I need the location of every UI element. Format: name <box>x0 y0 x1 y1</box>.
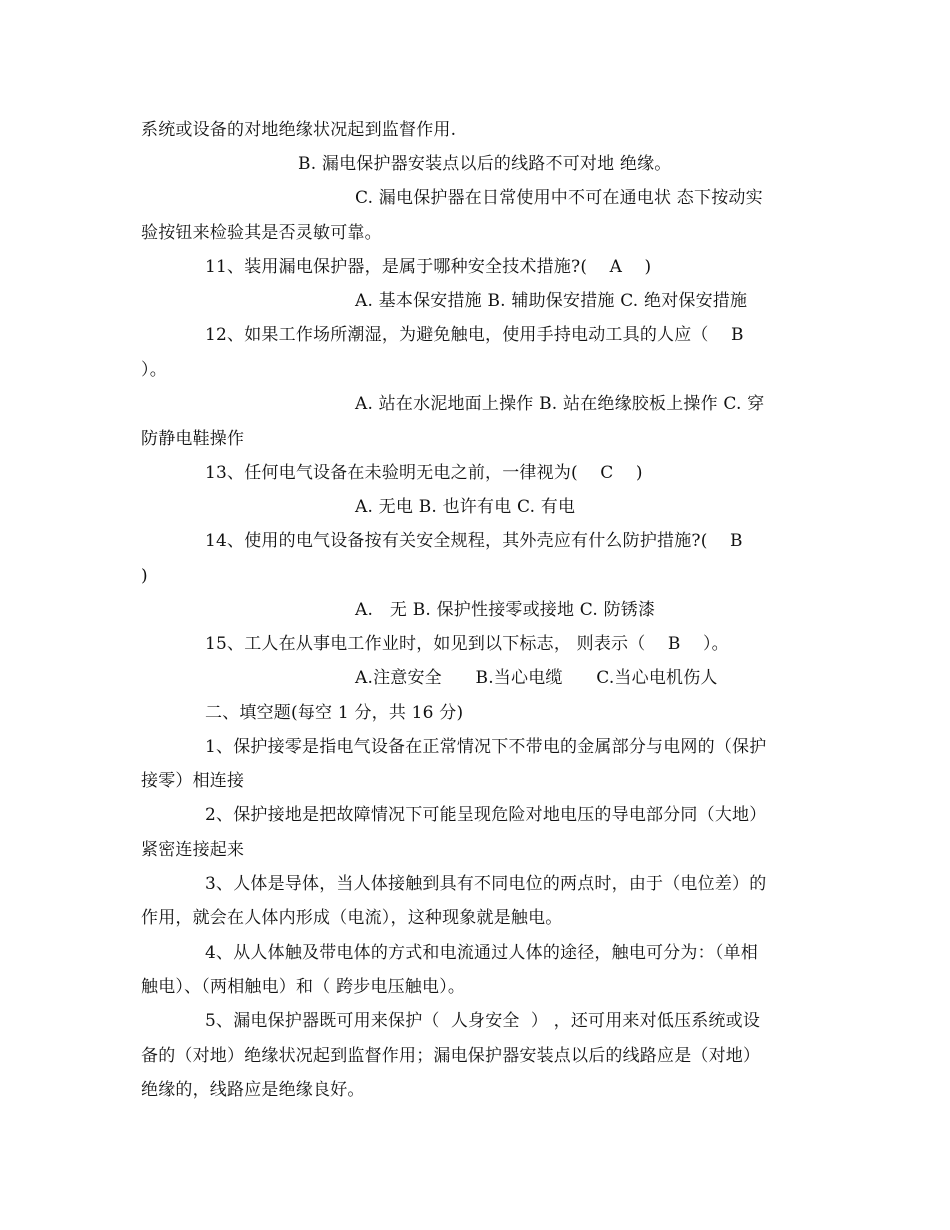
text-line: 验按钮来检验其是否灵敏可靠。 <box>141 223 382 243</box>
options-14: A. 无 B. 保护性接零或接地 C. 防锈漆 <box>355 600 656 620</box>
text-line: ）。 <box>141 360 167 380</box>
text-line: 绝缘的，线路应是绝缘良好。 <box>141 1080 365 1100</box>
options-11: A. 基本保安措施 B. 辅助保安措施 C. 绝对保安措施 <box>355 291 748 311</box>
fill-question-2: 2、保护接地是把故障情况下可能呈现危险对地电压的导电部分同（大地） <box>205 805 767 825</box>
text-line: 防静电鞋操作 <box>141 429 245 449</box>
text-line: ) <box>141 566 148 586</box>
option-line: B. 漏电保护器安装点以后的线路不可对地 绝缘。 <box>298 154 672 174</box>
text-line: 作用，就会在人体内形成（电流），这种现象就是触电。 <box>141 908 563 928</box>
question-12: 12、如果工作场所潮湿，为避免触电，使用手持电动工具的人应（ B <box>205 325 744 345</box>
question-14: 14、使用的电气设备按有关安全规程，其外壳应有什么防护措施?( B <box>205 531 743 551</box>
question-13: 13、任何电气设备在未验明无电之前，一律视为( C ) <box>205 463 643 483</box>
option-line: C. 漏电保护器在日常使用中不可在通电状 态下按动实 <box>355 188 763 208</box>
fill-question-3: 3、人体是导体，当人体接触到具有不同电位的两点时，由于（电位差）的 <box>205 874 767 894</box>
text-line: 系统或设备的对地绝缘状况起到监督作用. <box>141 120 457 140</box>
text-line: 接零）相连接 <box>141 771 245 791</box>
options-13: A. 无电 B. 也许有电 C. 有电 <box>355 497 576 517</box>
options-15: A.注意安全 B.当心电缆 C.当心电机伤人 <box>355 668 718 688</box>
fill-question-5: 5、漏电保护器既可用来保护（ 人身安全 ） ，还可用来对低压系统或设 <box>205 1011 761 1031</box>
fill-question-1: 1、保护接零是指电气设备在正常情况下不带电的金属部分与电网的（保护 <box>205 737 767 757</box>
question-11: 11、装用漏电保护器，是属于哪种安全技术措施?( A ) <box>205 257 652 277</box>
text-line: 紧密连接起来 <box>141 840 245 860</box>
options-12: A. 站在水泥地面上操作 B. 站在绝缘胶板上操作 C. 穿 <box>355 394 765 414</box>
text-line: 备的（对地）绝缘状况起到监督作用；漏电保护器安装点以后的线路应是（对地） <box>141 1046 761 1066</box>
fill-question-4: 4、从人体触及带电体的方式和电流通过人体的途径，触电可分为：（单相 <box>205 943 758 963</box>
text-line: 触电）、（两相触电）和（ 跨步电压触电）。 <box>141 977 466 997</box>
question-15: 15、工人在从事电工作业时，如见到以下标志， 则表示（ B ）。 <box>205 634 729 654</box>
section-heading: 二、填空题(每空 1 分，共 16 分) <box>205 703 464 723</box>
